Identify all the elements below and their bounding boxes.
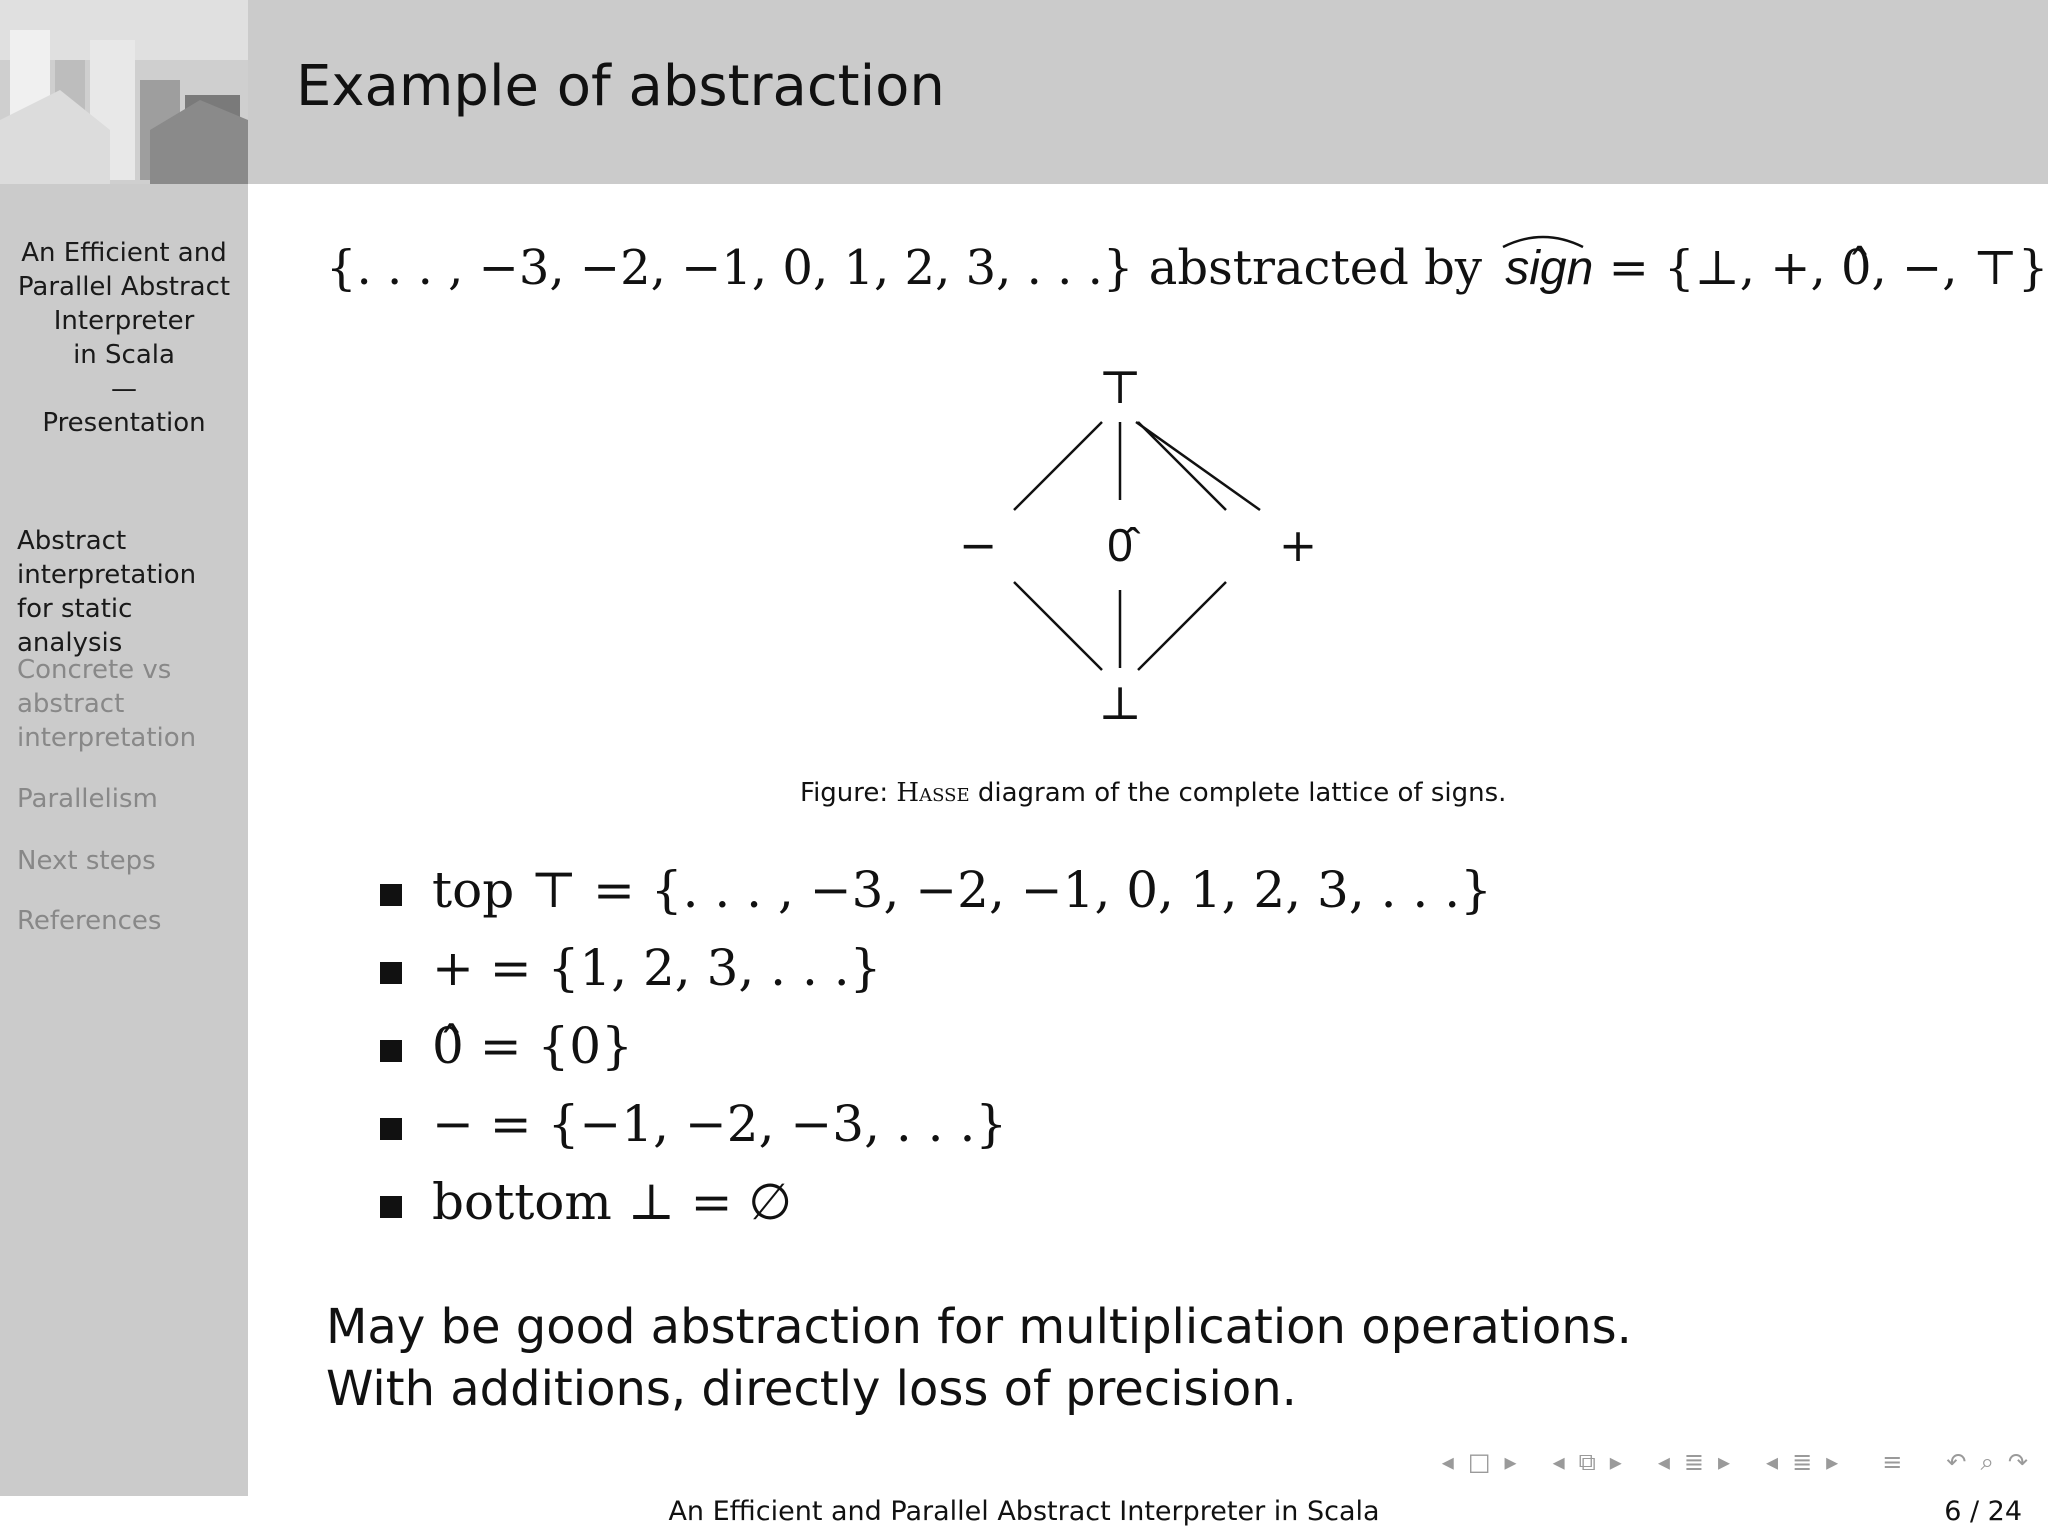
bullet-text: top ⊤ = {. . . , −3, −2, −1, 0, 1, 2, 3, . . .}	[432, 861, 1492, 919]
document-title-line: Interpreter	[53, 306, 195, 336]
document-title-line: Parallel Abstract	[17, 272, 231, 302]
conclusion-line: With additions, directly loss of precision.	[326, 1361, 1297, 1417]
bullet-square-icon	[380, 884, 402, 906]
footer-title	[0, 1496, 2048, 1527]
bullet-text: − = {−1, −2, −3, . . .}	[432, 1095, 1008, 1153]
slide-icon[interactable]: ⧉	[1578, 1448, 1596, 1476]
document-title-line: in Scala	[73, 340, 175, 370]
caption-rest: diagram of the complete lattice of signs.	[969, 778, 1507, 808]
hasse-bottom-node: ⊥	[1098, 676, 1142, 730]
section-prev-icon[interactable]: ◂	[1657, 1448, 1670, 1476]
frame-prev-icon[interactable]: ◂	[1441, 1448, 1454, 1476]
document-title[interactable]	[0, 236, 248, 440]
slide-next-icon[interactable]: ▸	[1609, 1448, 1622, 1476]
footer-title-text: An Efficient and Parallel Abstract Interpreter in Scala	[668, 1496, 1380, 1527]
sidebar-item-abstract-interpretation[interactable]: Abstract interpretation for static analysis	[17, 526, 197, 658]
edge-minus-bottom	[1014, 582, 1102, 670]
conclusion-line: May be good abstraction for multiplication operations.	[326, 1299, 1632, 1355]
back-icon[interactable]: ↶	[1946, 1448, 1967, 1476]
beamer-navigation-bar	[1442, 1448, 2028, 1476]
edge-top-plus	[1136, 422, 1260, 510]
sidebar-item-parallelism[interactable]: Parallelism	[17, 784, 158, 814]
bullet-list	[380, 860, 1492, 1250]
document-title-line: —	[111, 374, 137, 404]
search-icon[interactable]: ⌕	[1980, 1448, 1994, 1476]
conclusion-text	[326, 1296, 1632, 1420]
sidebar-item-references[interactable]: References	[17, 906, 162, 936]
caption-name: Hasse	[896, 778, 970, 808]
section-icon[interactable]: ≣	[1683, 1448, 1704, 1476]
sidebar	[0, 184, 248, 1496]
frame-next-icon[interactable]: ▸	[1504, 1448, 1517, 1476]
hasse-top-node: ⊤	[1098, 360, 1142, 414]
bullet-square-icon	[380, 1040, 402, 1062]
slide-header	[248, 0, 2048, 184]
bullet-square-icon	[380, 1196, 402, 1218]
list-item	[380, 938, 1492, 1016]
list-item	[380, 1094, 1492, 1172]
subsection-prev-icon[interactable]: ◂	[1766, 1448, 1779, 1476]
list-item	[380, 860, 1492, 938]
forward-icon[interactable]: ↷	[2007, 1448, 2028, 1476]
bullet-text: bottom ⊥ = ∅	[432, 1173, 792, 1231]
list-item	[380, 1016, 1492, 1094]
edge-top-plus	[1138, 422, 1226, 510]
abstraction-definition	[326, 240, 2048, 296]
bullet-text: + = {1, 2, 3, . . .}	[432, 939, 882, 997]
edge-top-minus	[1014, 422, 1102, 510]
widehat-accent	[1501, 229, 1585, 249]
document-title-line: An Efficient and	[21, 238, 227, 268]
city-illustration	[0, 0, 248, 184]
list-item	[380, 1172, 1492, 1250]
toc-icon[interactable]: ≡	[1882, 1448, 1903, 1476]
frame-icon[interactable]: □	[1467, 1448, 1491, 1476]
sign-symbol: sign	[1505, 242, 1594, 295]
caption-prefix: Figure:	[800, 778, 897, 808]
page-number: 6 / 24	[1944, 1496, 2022, 1527]
sidebar-item-concrete-vs-abstract[interactable]: Concrete vs abstract interpretation	[17, 655, 197, 753]
hasse-plus-node: +	[1278, 518, 1318, 572]
sign-set: = {⊥, +, 0̂, −, ⊤}	[1608, 240, 2048, 296]
logo-image	[0, 0, 248, 184]
hasse-minus-node: −	[958, 518, 998, 572]
definition-text: {. . . , −3, −2, −1, 0, 1, 2, 3, . . .} abstracted by	[326, 240, 1482, 296]
hasse-diagram	[900, 350, 1360, 744]
edge-plus-bottom	[1138, 582, 1226, 670]
bullet-text: 0̂ = {0}	[432, 1017, 633, 1075]
section-next-icon[interactable]: ▸	[1717, 1448, 1731, 1476]
sidebar-item-next-steps[interactable]: Next steps	[17, 846, 156, 876]
subsection-next-icon[interactable]: ▸	[1826, 1448, 1839, 1476]
bullet-square-icon	[380, 1118, 402, 1140]
figure-caption	[800, 778, 1506, 808]
bullet-square-icon	[380, 962, 402, 984]
slide-title: Example of abstraction	[296, 54, 945, 119]
subsection-icon[interactable]: ≣	[1792, 1448, 1813, 1476]
document-title-line: Presentation	[42, 408, 206, 438]
slide-prev-icon[interactable]: ◂	[1552, 1448, 1565, 1476]
hasse-zero-node: 0̂	[1107, 519, 1133, 571]
